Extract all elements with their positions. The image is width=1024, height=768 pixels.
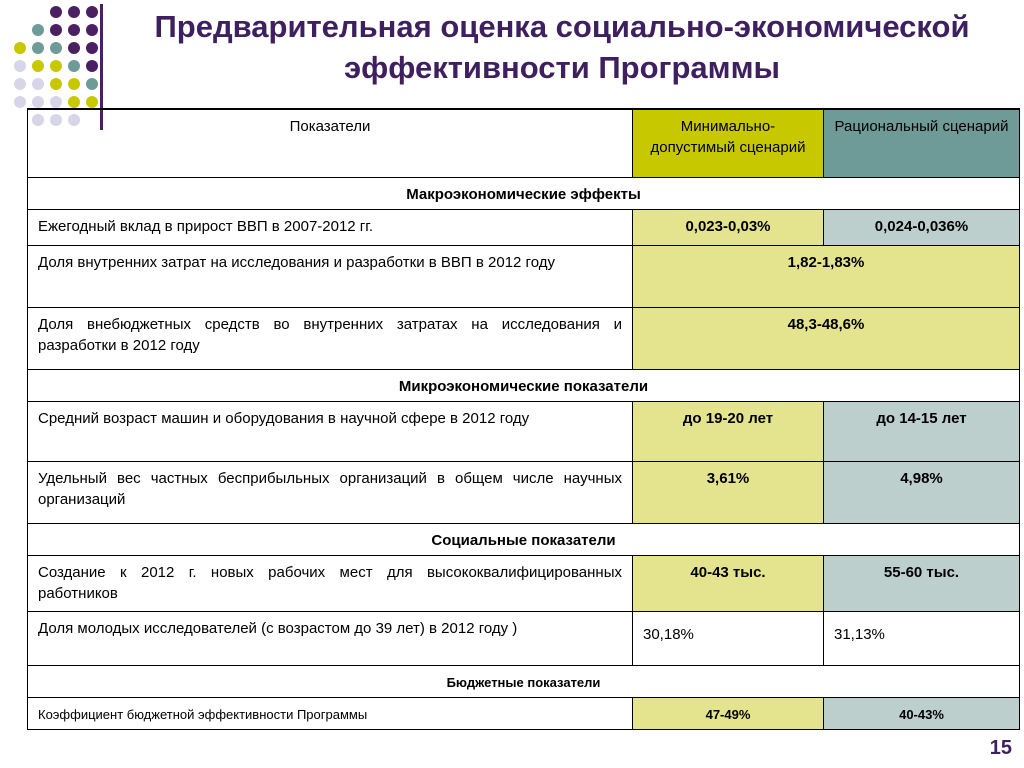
row-min-value: 47-49%: [633, 697, 824, 729]
decorative-dot: [86, 60, 98, 72]
page-number: 15: [989, 737, 1012, 759]
section-row: [28, 523, 1020, 555]
table-row: [28, 245, 1020, 307]
table-row: [28, 697, 1020, 729]
row-indicator: Удельный вес частных бесприбыльных организаций в общем числе научных организаций: [28, 461, 633, 523]
section-budget: Бюджетные показатели: [28, 665, 1020, 697]
row-indicator: Доля внебюджетных средств во внутренних затратах на исследования и разработки в 2012 году: [28, 307, 633, 369]
decorative-dot: [68, 42, 80, 54]
decorative-dot: [14, 42, 26, 54]
decorative-dot: [86, 96, 98, 108]
decorative-dot: [86, 6, 98, 18]
section-micro: Микроэкономические показатели: [28, 369, 1020, 401]
title-line-1: Предварительная оценка социально-экономической: [154, 9, 970, 44]
row-min-value: до 19-20 лет: [633, 401, 824, 461]
row-indicator: Ежегодный вклад в прирост ВВП в 2007-2012 гг.: [28, 209, 633, 245]
row-min-value: 3,61%: [633, 461, 824, 523]
indicators-table: [27, 108, 1020, 730]
row-rat-value: 4,98%: [824, 461, 1020, 523]
decorative-dot: [50, 60, 62, 72]
row-shared-value: 1,82-1,83%: [633, 245, 1020, 307]
section-row: [28, 177, 1020, 209]
row-indicator: Коэффициент бюджетной эффективности Программы: [28, 697, 633, 729]
header-minimal-scenario: Минимально-допустимый сценарий: [633, 109, 824, 177]
row-min-value: 30,18%: [633, 611, 824, 665]
row-rat-value: 0,024-0,036%: [824, 209, 1020, 245]
decorative-dot: [32, 60, 44, 72]
row-indicator: Доля внутренних затрат на исследования и разработки в ВВП в 2012 году: [28, 245, 633, 307]
decorative-dot: [14, 78, 26, 90]
row-indicator: Создание к 2012 г. новых рабочих мест для высококвалифицированных работников: [28, 555, 633, 611]
row-rat-value: 40-43%: [824, 697, 1020, 729]
decorative-dot: [68, 6, 80, 18]
section-row: [28, 665, 1020, 697]
decorative-dot: [50, 24, 62, 36]
decorative-dot: [86, 24, 98, 36]
table-row: [28, 401, 1020, 461]
decorative-dot: [86, 42, 98, 54]
decorative-dot: [50, 78, 62, 90]
table-header-row: [28, 109, 1020, 177]
table-row: [28, 307, 1020, 369]
decorative-dot: [14, 60, 26, 72]
decorative-dot: [32, 78, 44, 90]
header-indicator: Показатели: [28, 109, 633, 177]
page-title: [112, 6, 1012, 88]
decorative-dot: [68, 96, 80, 108]
section-macro: Макроэкономические эффекты: [28, 177, 1020, 209]
decorative-dot: [32, 96, 44, 108]
decorative-dot: [68, 24, 80, 36]
row-min-value: 40-43 тыс.: [633, 555, 824, 611]
table-row: [28, 461, 1020, 523]
decorative-dot: [32, 42, 44, 54]
decorative-dot: [86, 78, 98, 90]
decorative-dot: [50, 6, 62, 18]
row-rat-value: 31,13%: [824, 611, 1020, 665]
table-row: [28, 555, 1020, 611]
section-social: Социальные показатели: [28, 523, 1020, 555]
table-row: [28, 209, 1020, 245]
row-min-value: 0,023-0,03%: [633, 209, 824, 245]
decorative-dot: [32, 24, 44, 36]
table-row: [28, 611, 1020, 665]
decorative-dot: [50, 42, 62, 54]
decorative-dot: [50, 96, 62, 108]
decorative-dot: [68, 60, 80, 72]
section-row: [28, 369, 1020, 401]
title-line-2: эффективности Программы: [344, 50, 780, 85]
decorative-dot: [68, 78, 80, 90]
decorative-dot: [14, 96, 26, 108]
row-rat-value: до 14-15 лет: [824, 401, 1020, 461]
row-indicator: Доля молодых исследователей (с возрастом до 39 лет) в 2012 году ): [28, 611, 633, 665]
header-rational-scenario: Рациональный сценарий: [824, 109, 1020, 177]
row-shared-value: 48,3-48,6%: [633, 307, 1020, 369]
row-indicator: Средний возраст машин и оборудования в научной сфере в 2012 году: [28, 401, 633, 461]
row-rat-value: 55-60 тыс.: [824, 555, 1020, 611]
